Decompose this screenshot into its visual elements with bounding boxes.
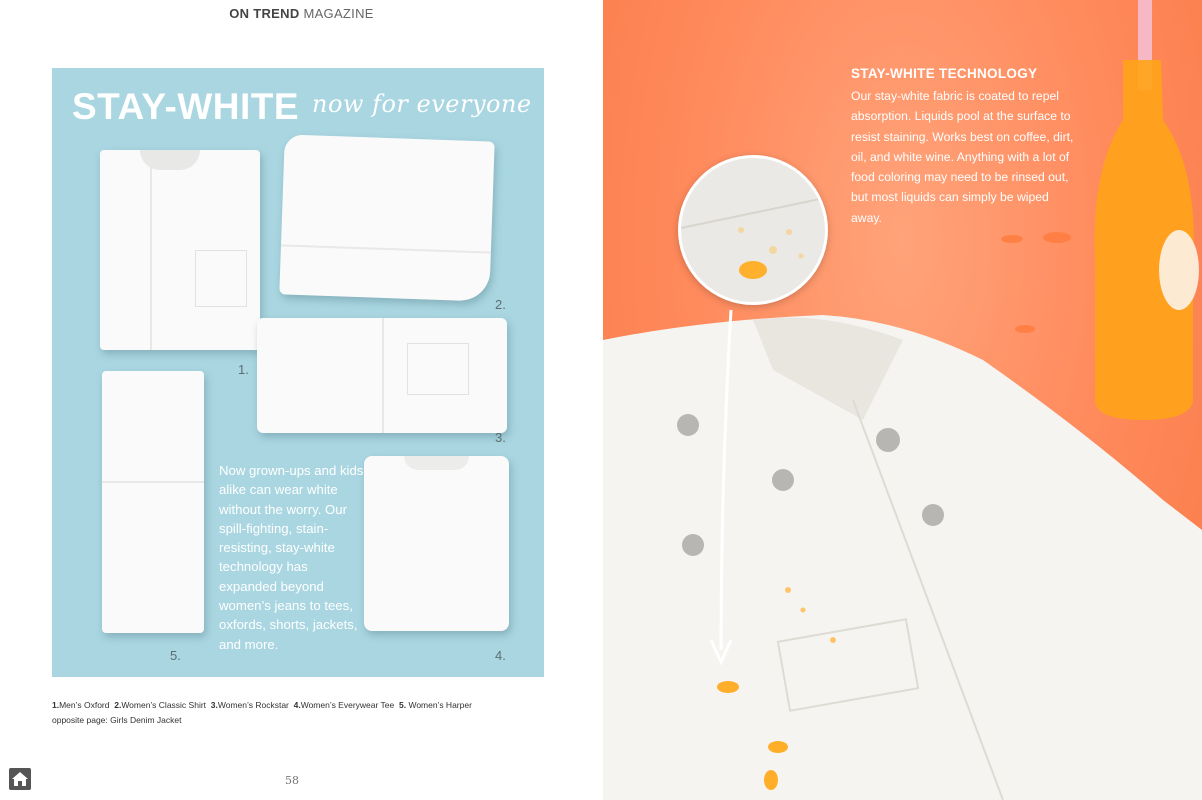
label-number-3: 3. <box>495 430 506 445</box>
water-droplets-detail <box>681 158 825 302</box>
caption-line-1 <box>52 698 552 713</box>
headline: STAY-WHITE <box>72 86 300 127</box>
caption-num: 4. <box>293 700 301 710</box>
fabric-closeup-image <box>678 155 828 305</box>
garments-photo <box>52 68 544 677</box>
home-icon <box>9 768 31 790</box>
caption-item: Women’s Classic Shirt <box>121 700 207 710</box>
caption-item: Men’s Oxford <box>59 700 110 710</box>
girls-denim-jacket-image <box>603 300 1202 800</box>
caption-item: Women’s Rockstar <box>217 700 289 710</box>
caption-num: 3. <box>210 700 218 710</box>
masthead-section: MAGAZINE <box>303 6 374 21</box>
label-number-4: 4. <box>495 648 506 663</box>
home-button[interactable] <box>9 768 31 790</box>
caption-item: Women’s Everywear Tee <box>300 700 395 710</box>
label-number-1: 1. <box>238 362 249 377</box>
label-number-5: 5. <box>170 648 181 663</box>
technology-paragraph: Our stay-white fabric is coated to repel absorption. Liquids pool at the surface to resist staining. Works best on coffee, dirt, oil, and white wine. Anything with a lot of food coloring may need to be rinsed out, but most liquids can simply be wiped away. <box>851 89 1074 225</box>
label-number-2: 2. <box>495 297 506 312</box>
mens-oxford-image <box>100 150 260 350</box>
caption-line-2: opposite page: Girls Denim Jacket <box>52 715 182 725</box>
right-page <box>603 0 1202 800</box>
womens-classic-shirt-image <box>279 134 494 301</box>
womens-harper-image <box>102 371 204 633</box>
orange-splatter <box>1043 232 1071 243</box>
caption-num: 5. <box>398 700 407 710</box>
masthead-brand: ON TREND <box>229 6 300 21</box>
caption <box>52 698 552 728</box>
caption-item: Women’s Harper <box>408 700 472 710</box>
subhead: now for everyone <box>312 90 532 118</box>
masthead <box>0 6 603 21</box>
technology-title: STAY-WHITE TECHNOLOGY <box>851 66 1038 81</box>
caption-num: 2. <box>114 700 122 710</box>
womens-everywear-tee-image <box>364 456 509 631</box>
womens-rockstar-image <box>257 318 507 433</box>
intro-paragraph: Now grown-ups and kids alike can wear white without the worry. Our spill-fighting, stain-resisting, stay-white technology has expanded beyond women’s jeans to tees, oxfords, shorts, jackets, and more. <box>219 463 364 652</box>
orange-splatter <box>1001 235 1023 243</box>
page-number: 58 <box>285 774 299 787</box>
caption-num: 1. <box>52 700 60 710</box>
